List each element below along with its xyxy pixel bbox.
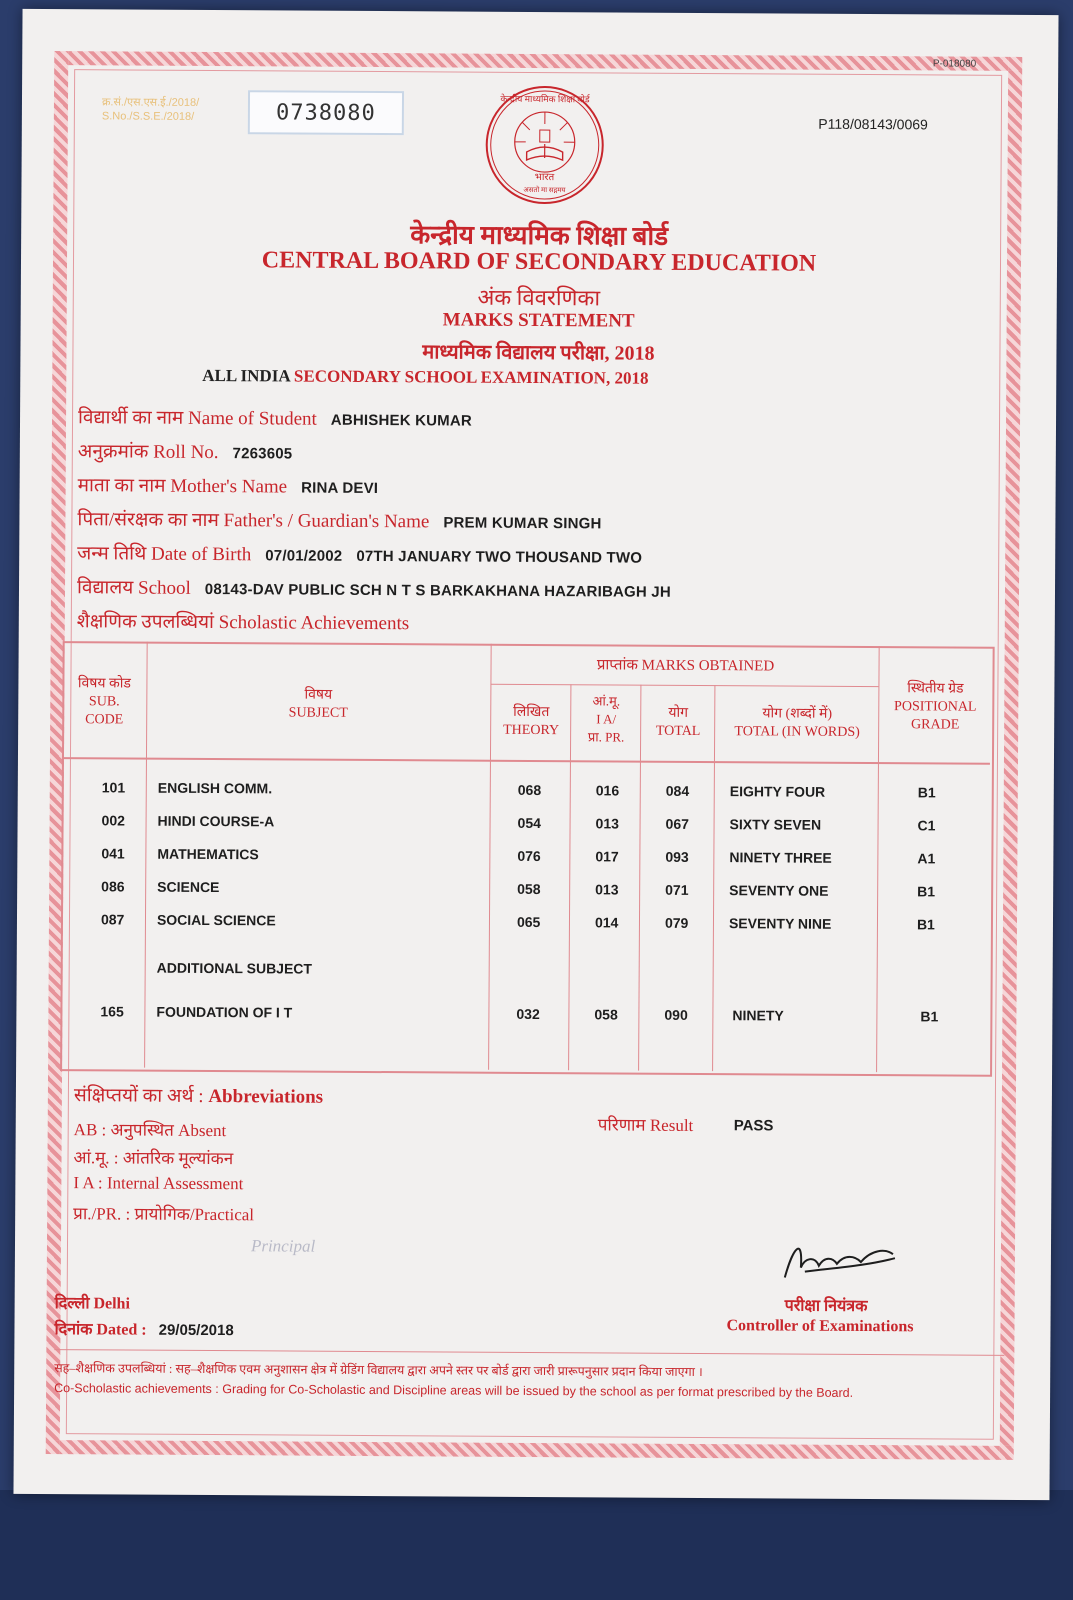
- header-total-en: TOTAL: [655, 723, 701, 740]
- row-theory: 068: [517, 781, 542, 799]
- row-words: SIXTY SEVEN: [729, 816, 822, 833]
- header-marks-obtained: प्राप्तांक MARKS OBTAINED: [596, 657, 775, 675]
- document-title-english: MARKS STATEMENT: [442, 309, 635, 332]
- row-grade: A1: [917, 850, 936, 867]
- row-total: 079: [664, 914, 689, 931]
- abbr-internal-assessment: I A : Internal Assessment: [73, 1173, 244, 1194]
- scholastic-heading: शैक्षणिक उपलब्धियां Scholastic Achievements: [76, 611, 410, 635]
- row-ia: 016: [595, 782, 620, 799]
- serial-label-english: S.No./S.S.E./2018/: [101, 110, 195, 123]
- place: दिल्ली Delhi: [54, 1295, 130, 1313]
- row-grade: C1: [917, 817, 936, 834]
- roll-number-label: अनुक्रमांक Roll No.: [77, 441, 219, 464]
- row-total: 071: [665, 881, 689, 898]
- additional-code: 165: [100, 1003, 124, 1020]
- cbse-logo-seal: [481, 82, 608, 209]
- header-grade-hindi: स्थितीय ग्रेड: [907, 681, 964, 697]
- row-ia: 017: [595, 848, 619, 865]
- row-grade: B1: [916, 916, 935, 933]
- row-subject: SOCIAL SCIENCE: [156, 911, 276, 929]
- dob-value: 07/01/2002: [265, 547, 343, 565]
- corner-code: P-018080: [932, 58, 977, 70]
- header-subject-en: SUBJECT: [288, 705, 348, 721]
- result-value: PASS: [733, 1117, 774, 1135]
- row-code: 002: [101, 812, 125, 829]
- additional-ia: 058: [594, 1006, 618, 1023]
- row-code: 086: [101, 878, 125, 895]
- header-code-en1: SUB.: [88, 694, 120, 710]
- row-theory: 058: [517, 880, 541, 898]
- header-code-hindi: विषय कोड: [77, 676, 131, 692]
- board-name-english: CENTRAL BOARD OF SECONDARY EDUCATION: [261, 247, 817, 277]
- abbr-practical: प्रा./PR. : प्रायोगिक/Practical: [73, 1204, 255, 1225]
- row-ia: 013: [595, 881, 619, 898]
- row-subject: MATHEMATICS: [157, 845, 259, 863]
- additional-grade: B1: [920, 1008, 939, 1025]
- additional-subject: FOUNDATION OF I T: [156, 1003, 293, 1021]
- header-words-en: TOTAL (IN WORDS): [734, 724, 860, 740]
- roll-number-value: 7263605: [232, 445, 293, 463]
- document-title-hindi: अंक विवरणिका: [477, 284, 601, 311]
- abbreviations-heading: [74, 1081, 323, 1109]
- marks-statement-document: [13, 9, 1058, 1500]
- header-subject: [148, 686, 488, 724]
- roll-number-row: [78, 437, 293, 464]
- header-theory-en: THEORY: [503, 722, 560, 739]
- reference-number: P118/08143/0069: [818, 115, 928, 133]
- serial-label-hindi: क्र.सं./एस.एस.ई./2018/: [101, 96, 200, 109]
- mother-name-value: RINA DEVI: [301, 479, 379, 498]
- header-ia-practical: प्रा. PR.: [587, 729, 625, 745]
- row-words: SEVENTY ONE: [729, 882, 829, 899]
- header-subject-hindi: विषय: [304, 687, 333, 703]
- header-code: [64, 675, 144, 729]
- exam-title-english: [202, 366, 648, 389]
- row-theory: 065: [516, 913, 541, 931]
- header-grade-en2: GRADE: [911, 717, 960, 733]
- mother-name-label: माता का नाम Mother's Name: [77, 475, 288, 498]
- student-name-row: [78, 403, 472, 431]
- row-words: SEVENTY NINE: [728, 915, 832, 932]
- header-total-words: [716, 705, 878, 742]
- header-ia-hindi: आं.मू.: [592, 693, 621, 709]
- row-total: 084: [665, 782, 690, 799]
- row-total: 093: [665, 848, 689, 865]
- mother-name-row: [78, 471, 379, 499]
- dated-value: 29/05/2018: [158, 1321, 234, 1340]
- row-code: 041: [101, 845, 125, 862]
- additional-words: NINETY: [732, 1007, 784, 1024]
- additional-subject-label: ADDITIONAL SUBJECT: [156, 959, 313, 977]
- student-name-label: विद्यार्थी का नाम Name of Student: [77, 407, 317, 430]
- serial-label: [102, 95, 199, 124]
- row-words: NINETY THREE: [729, 849, 832, 866]
- controller-signature: [775, 1227, 905, 1290]
- header-grade: [880, 680, 990, 735]
- row-total: 067: [665, 815, 689, 832]
- father-name-label: पिता/संरक्षक का नाम Father's / Guardian's Name: [77, 509, 430, 533]
- row-grade: B1: [917, 784, 936, 801]
- row-theory: 054: [517, 814, 541, 832]
- logo-middle-text: भारत: [534, 171, 555, 184]
- school-value: 08143-DAV PUBLIC SCH N T S BARKAKHANA HAZARIBAGH JH: [204, 580, 671, 601]
- exam-title-hindi: माध्यमिक विद्यालय परीक्षा, 2018: [422, 341, 655, 365]
- header-theory: [492, 704, 570, 740]
- exam-title-main: SECONDARY SCHOOL EXAMINATION, 2018: [293, 366, 649, 388]
- dob-row: [77, 539, 642, 568]
- header-theory-hindi: लिखित: [513, 704, 550, 721]
- header-words-hindi: योग (शब्दों में): [762, 706, 833, 722]
- logo-bottom-text: असतो मा सद्गमय: [523, 185, 566, 195]
- row-subject: SCIENCE: [157, 878, 220, 896]
- backdrop: [0, 1490, 1073, 1600]
- header-code-en2: CODE: [85, 712, 124, 728]
- row-theory: 076: [517, 847, 541, 865]
- abbr-absent: AB : अनुपस्थित Absent: [73, 1120, 227, 1141]
- abbr-internal-hindi: आं.मू. : आंतरिक मूल्यांकन: [73, 1148, 234, 1169]
- dob-label: जन्म तिथि Date of Birth: [77, 543, 252, 566]
- additional-theory: 032: [516, 1005, 540, 1023]
- student-name-value: ABHISHEK KUMAR: [330, 411, 473, 430]
- father-name-value: PREM KUMAR SINGH: [443, 514, 602, 533]
- dob-words: 07TH JANUARY TWO THOUSAND TWO: [356, 547, 643, 567]
- result-label: परिणाम Result: [597, 1115, 694, 1135]
- row-subject: ENGLISH COMM.: [157, 779, 273, 797]
- header-ia-en: I A/: [596, 711, 617, 727]
- logo-top-text: केन्द्रीय माध्यमिक शिक्षा बोर्ड: [500, 93, 590, 105]
- footer-hindi: सह–शैक्षणिक उपलब्धियां : सह–शैक्षणिक एवम अनुशासन क्षेत्र में ग्रेडिंग विद्यालय द्वारा अपने स्तर पर बोर्ड द्वारा जारी प्रारूपनुसार प्रदान किया जाएगा ।: [54, 1361, 703, 1380]
- exam-title-prefix: ALL INDIA: [202, 365, 295, 386]
- row-ia: 014: [594, 914, 619, 931]
- header-total: [642, 705, 714, 741]
- father-name-row: [77, 505, 601, 534]
- row-code: 087: [100, 911, 125, 928]
- header-grade-en1: POSITIONAL: [894, 699, 977, 715]
- footer-english-label: Co-Scholastic achievements :: [54, 1381, 223, 1397]
- abbreviations-heading-english: Abbreviations: [208, 1086, 324, 1108]
- dated-row: [54, 1317, 233, 1340]
- row-ia: 013: [595, 815, 619, 832]
- header-total-hindi: योग: [668, 705, 689, 721]
- header-ia: [572, 692, 640, 746]
- footer-english-text: Grading for Co-Scholastic and Discipline areas will be issued by the school as per format prescribed by the Board.: [222, 1382, 854, 1400]
- row-grade: B1: [917, 883, 936, 900]
- abbreviations-heading-hindi: संक्षिप्तयों का अर्थ :: [73, 1085, 209, 1108]
- row-words: EIGHTY FOUR: [729, 783, 826, 800]
- principal-stamp: Principal: [250, 1236, 316, 1256]
- row-subject: HINDI COURSE-A: [157, 812, 275, 830]
- board-name-hindi: केन्द्रीय माध्यमिक शिक्षा बोर्ड: [410, 220, 669, 251]
- controller-title-hindi: परीक्षा नियंत्रक: [784, 1297, 868, 1316]
- school-label: विद्यालय School: [76, 577, 191, 599]
- controller-title-english: Controller of Examinations: [726, 1317, 914, 1336]
- additional-total: 090: [664, 1006, 688, 1023]
- school-row: [77, 573, 671, 603]
- serial-number: 0738080: [248, 90, 404, 135]
- row-code: 101: [101, 779, 126, 796]
- dated-label: दिनांक Dated :: [54, 1321, 147, 1339]
